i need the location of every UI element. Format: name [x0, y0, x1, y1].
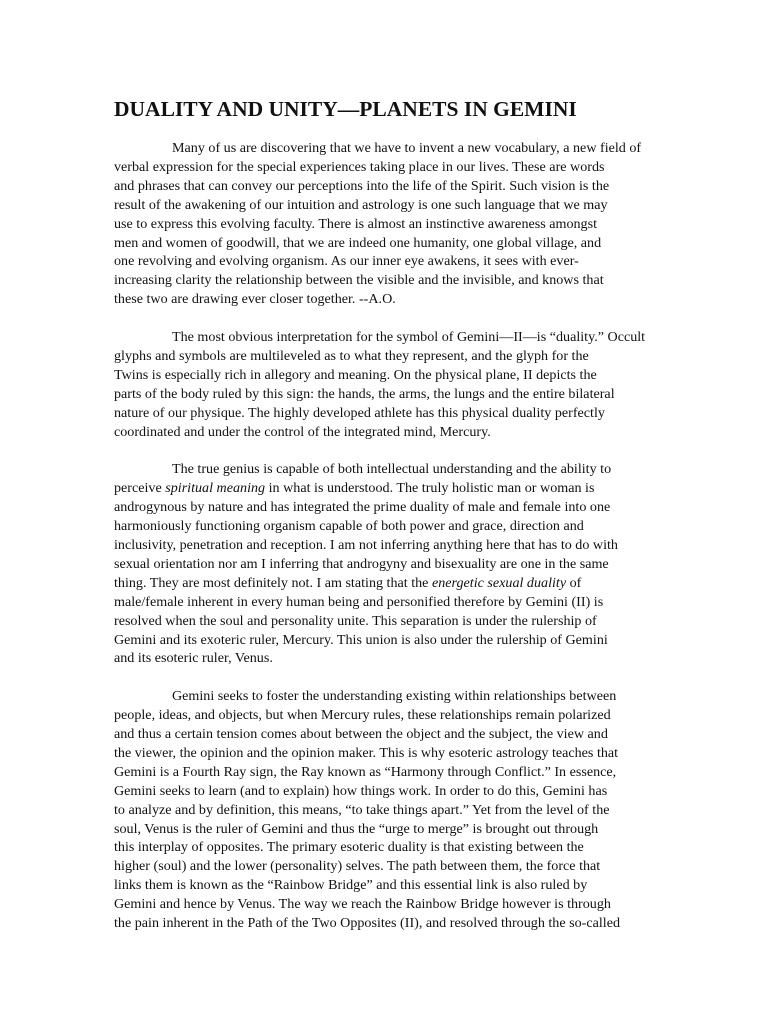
paragraph-container: [114, 139, 662, 933]
paragraph: [114, 139, 662, 309]
text-line: and its esoteric ruler, Venus.: [114, 650, 273, 667]
text-line: this interplay of opposites. The primary esoteric duality is that existing between the: [114, 839, 584, 856]
text-line: sexual orientation nor am I inferring that androgyny and bisexuality are one in the same: [114, 555, 609, 572]
text-line: Gemini and hence by Venus. The way we reach the Rainbow Bridge however is through: [114, 896, 611, 913]
text-line: The most obvious interpretation for the symbol of Gemini—II—is “duality.” Occult: [172, 329, 646, 346]
text-line: Gemini seeks to learn (and to explain) how things work. In order to do this, Gemini has: [114, 782, 608, 799]
text-line: nature of our physique. The highly developed athlete has this physical duality perfectly: [114, 404, 605, 421]
text-line: these two are drawing ever closer together. --A.O.: [114, 291, 396, 308]
text-line: perceive spiritual meaning in what is understood. The truly holistic man or woman is: [114, 480, 595, 497]
paragraph: [114, 460, 662, 668]
text-line: and phrases that can convey our perceptions into the life of the Spirit. Such vision is the: [114, 177, 610, 194]
text-line: increasing clarity the relationship between the visible and the invisible, and knows that: [114, 272, 604, 289]
text-line: resolved when the soul and personality unite. This separation is under the rulership of: [114, 612, 597, 629]
text-line: higher (soul) and the lower (personality) selves. The path between them, the force that: [114, 858, 601, 875]
text-line: result of the awakening of our intuition and astrology is one such language that we may: [114, 196, 608, 213]
text-line: verbal expression for the special experiences taking place in our lives. These are words: [114, 158, 605, 175]
text-line: links them is known as the “Rainbow Bridge” and this essential link is also ruled by: [114, 877, 588, 894]
text-line: coordinated and under the control of the integrated mind, Mercury.: [114, 423, 491, 440]
document-title: DUALITY AND UNITY—PLANETS IN GEMINI: [114, 97, 577, 121]
text-line: men and women of goodwill, that we are indeed one humanity, one global village, and: [114, 234, 602, 251]
text-line: and thus a certain tension comes about between the object and the subject, the view and: [114, 726, 608, 743]
text-line: one revolving and evolving organism. As our inner eye awakens, it sees with ever-: [114, 253, 579, 270]
text-line: Twins is especially rich in allegory and meaning. On the physical plane, II depicts the: [114, 366, 597, 383]
paragraph: [114, 328, 662, 441]
text-line: thing. They are most definitely not. I am stating that the energetic sexual duality of: [114, 574, 582, 591]
text-line: Gemini seeks to foster the understanding existing within relationships between: [172, 688, 617, 705]
paragraph: [114, 687, 662, 933]
text-line: The true genius is capable of both intellectual understanding and the ability to: [172, 461, 612, 478]
text-line: Many of us are discovering that we have to invent a new vocabulary, a new field of: [172, 140, 642, 156]
text-line: parts of the body ruled by this sign: the hands, the arms, the lungs and the entire bilateral: [114, 385, 615, 402]
document-body: [114, 96, 662, 952]
text-line: male/female inherent in every human being and personified therefore by Gemini (II) is: [114, 593, 604, 610]
text-line: Gemini and its exoteric ruler, Mercury. This union is also under the rulership of Gemini: [114, 631, 608, 648]
text-line: soul, Venus is the ruler of Gemini and thus the “urge to merge” is brought out through: [114, 820, 599, 837]
text-line: harmoniously functioning organism capable of both power and grace, direction and: [114, 518, 584, 535]
text-line: people, ideas, and objects, but when Mercury rules, these relationships remain polarized: [114, 707, 611, 724]
text-line: the pain inherent in the Path of the Two Opposites (II), and resolved through the so-called: [114, 915, 620, 932]
italic-emphasis: spiritual meaning: [165, 480, 266, 497]
text-line: androgynous by nature and has integrated the prime duality of male and female into one: [114, 499, 611, 516]
text-line: Gemini is a Fourth Ray sign, the Ray known as “Harmony through Conflict.” In essence,: [114, 763, 617, 780]
italic-emphasis: energetic sexual duality: [431, 574, 567, 591]
text-line: inclusivity, penetration and reception. I am not inferring anything here that has to do with: [114, 537, 618, 553]
text-line: use to express this evolving faculty. There is almost an instinctive awareness amongst: [114, 215, 597, 232]
text-line: the viewer, the opinion and the opinion maker. This is why esoteric astrology teaches that: [114, 744, 619, 761]
text-line: to analyze and by definition, this means, “to take things apart.” Yet from the level of the: [114, 801, 610, 818]
text-line: glyphs and symbols are multileveled as to what they represent, and the glyph for the: [114, 347, 589, 364]
